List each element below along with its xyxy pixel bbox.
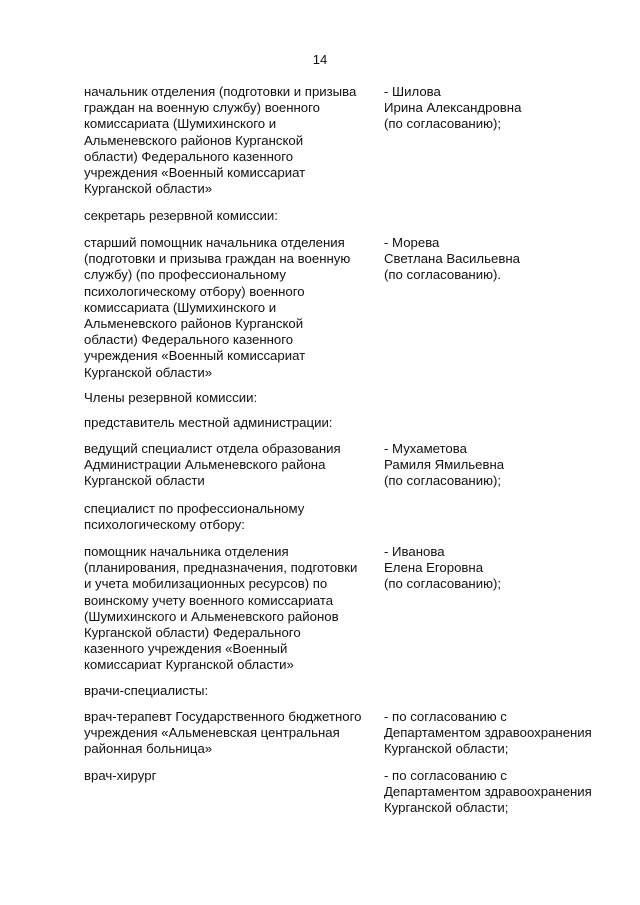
member-name: - по согласованию с Департаментом здравоохранения Курганской области; bbox=[384, 768, 592, 816]
member-entry bbox=[84, 84, 624, 200]
position-description: помощник начальника отделения (планирования, предназначения, подготовки и учета мобилизационных ресурсов) по воинскому учету военного комиссариата (Шумихинского и Альменевского районов Курганской области) Федерального казенного учреждения «Военный комиссариат Курганской области» bbox=[84, 544, 358, 673]
section-heading-secretary: секретарь резервной комиссии: bbox=[84, 208, 278, 223]
position-description: старший помощник начальника отделения (подготовки и призыва граждан на военную службу) (по профессиональному психологическому отбору) военного комиссариата (Шумихинского и Альменевского районов Курганской области) Федерального казенного учреждения «Военный комиссариат Курганской области» bbox=[84, 235, 351, 380]
position-description: врач-хирург bbox=[84, 768, 157, 783]
member-name: - Мухаметова Рамиля Ямильевна (по согласованию); bbox=[384, 441, 505, 489]
member-name: - по согласованию с Департаментом здравоохранения Курганской области; bbox=[384, 709, 592, 757]
member-name: - Шилова Ирина Александровна (по согласованию); bbox=[384, 84, 522, 132]
section-heading-psychologist: специалист по профессиональному психологическому отбору: bbox=[84, 501, 305, 533]
page-number: 14 bbox=[312, 52, 328, 67]
position-description: начальник отделения (подготовки и призыва граждан на военную службу) военного комиссариата (Шумихинского и Альменевского районов Курганской области) Федерального казенного учреждения «Военный комиссариат Курганской области» bbox=[84, 84, 357, 197]
member-name: - Морева Светлана Васильевна (по согласованию). bbox=[384, 235, 520, 283]
member-entry bbox=[84, 709, 624, 761]
member-entry bbox=[84, 441, 624, 493]
member-entry bbox=[84, 768, 624, 820]
member-name: - Иванова Елена Егоровна (по согласованию); bbox=[384, 544, 502, 592]
section-heading-local-admin: представитель местной администрации: bbox=[84, 415, 333, 430]
position-description: врач-терапевт Государственного бюджетного учреждения «Альменевская центральная районная больница» bbox=[84, 709, 362, 757]
position-description: ведущий специалист отдела образования Администрации Альменевского района Курганской области bbox=[84, 441, 341, 489]
member-entry bbox=[84, 544, 624, 676]
member-entry bbox=[84, 235, 624, 383]
section-heading-members: Члены резервной комиссии: bbox=[84, 390, 258, 405]
section-heading-doctors: врачи-специалисты: bbox=[84, 683, 209, 698]
